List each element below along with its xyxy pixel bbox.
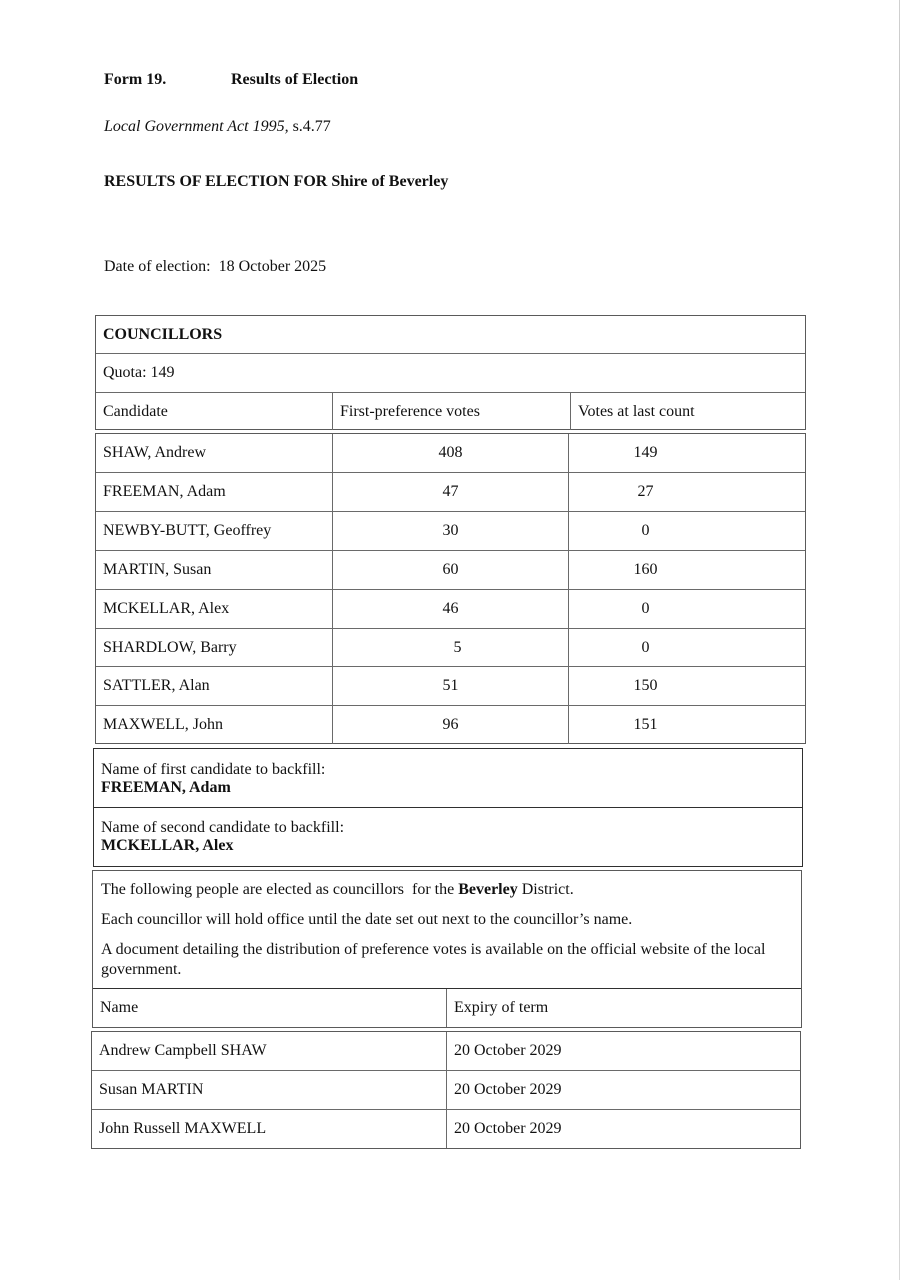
elected-councillors-table <box>91 1031 801 1149</box>
term-note: Each councillor will hold office until the date set out next to the councillor’s name. <box>101 911 633 928</box>
votes-at-last-count: 150 <box>633 677 658 694</box>
backfill-table <box>93 748 803 867</box>
form-title: Results of Election <box>231 71 359 88</box>
councillors-title-row <box>96 316 805 354</box>
candidate-results-table <box>95 433 806 744</box>
election-date <box>104 258 326 276</box>
first-preference-votes: 46 <box>442 600 459 617</box>
term-expiry: 20 October 2029 <box>454 1042 562 1059</box>
first-preference-votes: 60 <box>442 561 459 578</box>
table-row <box>96 512 805 551</box>
page-heading: RESULTS OF ELECTION FOR Shire of Beverley <box>104 173 449 190</box>
act-reference <box>104 118 331 136</box>
votes-at-last-count: 0 <box>641 638 650 656</box>
election-date-value: 18 October 2025 <box>218 258 327 275</box>
second-backfill <box>94 808 802 865</box>
form-number: Form 19. <box>104 71 167 88</box>
table-row <box>96 590 805 629</box>
quota-row <box>96 354 805 393</box>
candidate-name: SATTLER, Alan <box>103 677 210 694</box>
votes-at-last-count: 27 <box>637 483 654 500</box>
first-preference-votes: 5 <box>453 638 462 656</box>
votes-at-last-count: 149 <box>633 444 658 461</box>
first-preference-votes: 408 <box>438 444 463 461</box>
scan-edge-artifact <box>899 0 900 1280</box>
term-expiry: 20 October 2029 <box>454 1081 562 1098</box>
election-date-label: Date of election: <box>104 258 211 275</box>
act-name: Local Government Act 1995, <box>104 118 289 135</box>
elected-notice <box>92 870 802 1028</box>
councillor-name: John Russell MAXWELL <box>99 1120 267 1137</box>
column-header-first-preference: First-preference votes <box>340 402 480 420</box>
councillors-title: COUNCILLORS <box>103 325 223 343</box>
candidate-name: SHAW, Andrew <box>103 444 207 461</box>
column-header-last-count: Votes at last count <box>578 402 695 420</box>
distribution-note: A document detailing the distribution of preference votes is available on the official website of the local government. <box>101 941 766 978</box>
first-preference-votes: 51 <box>442 677 459 694</box>
second-backfill-name: MCKELLAR, Alex <box>101 837 234 854</box>
act-section: s.4.77 <box>292 118 331 135</box>
elected-intro-text: The following people are elected as councillors for the <box>101 881 455 898</box>
table-row <box>92 1071 800 1110</box>
term-expiry: 20 October 2029 <box>454 1120 562 1137</box>
column-header-row <box>96 393 805 430</box>
councillors-header-table <box>95 315 806 430</box>
councillor-name: Andrew Campbell SHAW <box>99 1042 267 1059</box>
table-row <box>96 473 805 512</box>
votes-at-last-count: 151 <box>633 716 658 733</box>
quota-label: Quota: <box>103 364 147 381</box>
elected-header-row <box>93 988 801 1027</box>
candidate-name: FREEMAN, Adam <box>103 483 226 500</box>
table-row <box>92 1032 800 1071</box>
first-preference-votes: 96 <box>442 716 459 733</box>
district-name: Beverley <box>458 881 518 898</box>
table-row <box>96 434 805 473</box>
candidate-name: MAXWELL, John <box>103 716 223 733</box>
column-header-expiry: Expiry of term <box>454 999 549 1016</box>
candidate-name: MARTIN, Susan <box>103 561 212 578</box>
elected-intro-suffix: District. <box>521 881 574 898</box>
elected-intro <box>101 880 781 900</box>
second-backfill-label: Name of second candidate to backfill: <box>101 819 345 836</box>
column-header-candidate: Candidate <box>103 402 168 420</box>
table-row <box>96 629 805 667</box>
first-backfill-name: FREEMAN, Adam <box>101 779 231 796</box>
councillor-name: Susan MARTIN <box>99 1081 204 1098</box>
candidate-name: MCKELLAR, Alex <box>103 600 230 617</box>
first-backfill <box>94 749 802 808</box>
table-row <box>96 706 805 744</box>
table-row <box>92 1110 800 1148</box>
table-row <box>96 667 805 706</box>
first-backfill-label: Name of first candidate to backfill: <box>101 761 326 778</box>
first-preference-votes: 30 <box>442 522 459 539</box>
table-row <box>96 551 805 590</box>
votes-at-last-count: 160 <box>633 561 658 578</box>
quota <box>96 354 175 392</box>
candidate-name: SHARDLOW, Barry <box>103 638 237 656</box>
votes-at-last-count: 0 <box>641 600 650 617</box>
column-header-name: Name <box>100 999 139 1016</box>
first-preference-votes: 47 <box>442 483 459 500</box>
quota-value: 149 <box>150 364 175 381</box>
candidate-name: NEWBY-BUTT, Geoffrey <box>103 522 272 539</box>
votes-at-last-count: 0 <box>641 522 650 539</box>
